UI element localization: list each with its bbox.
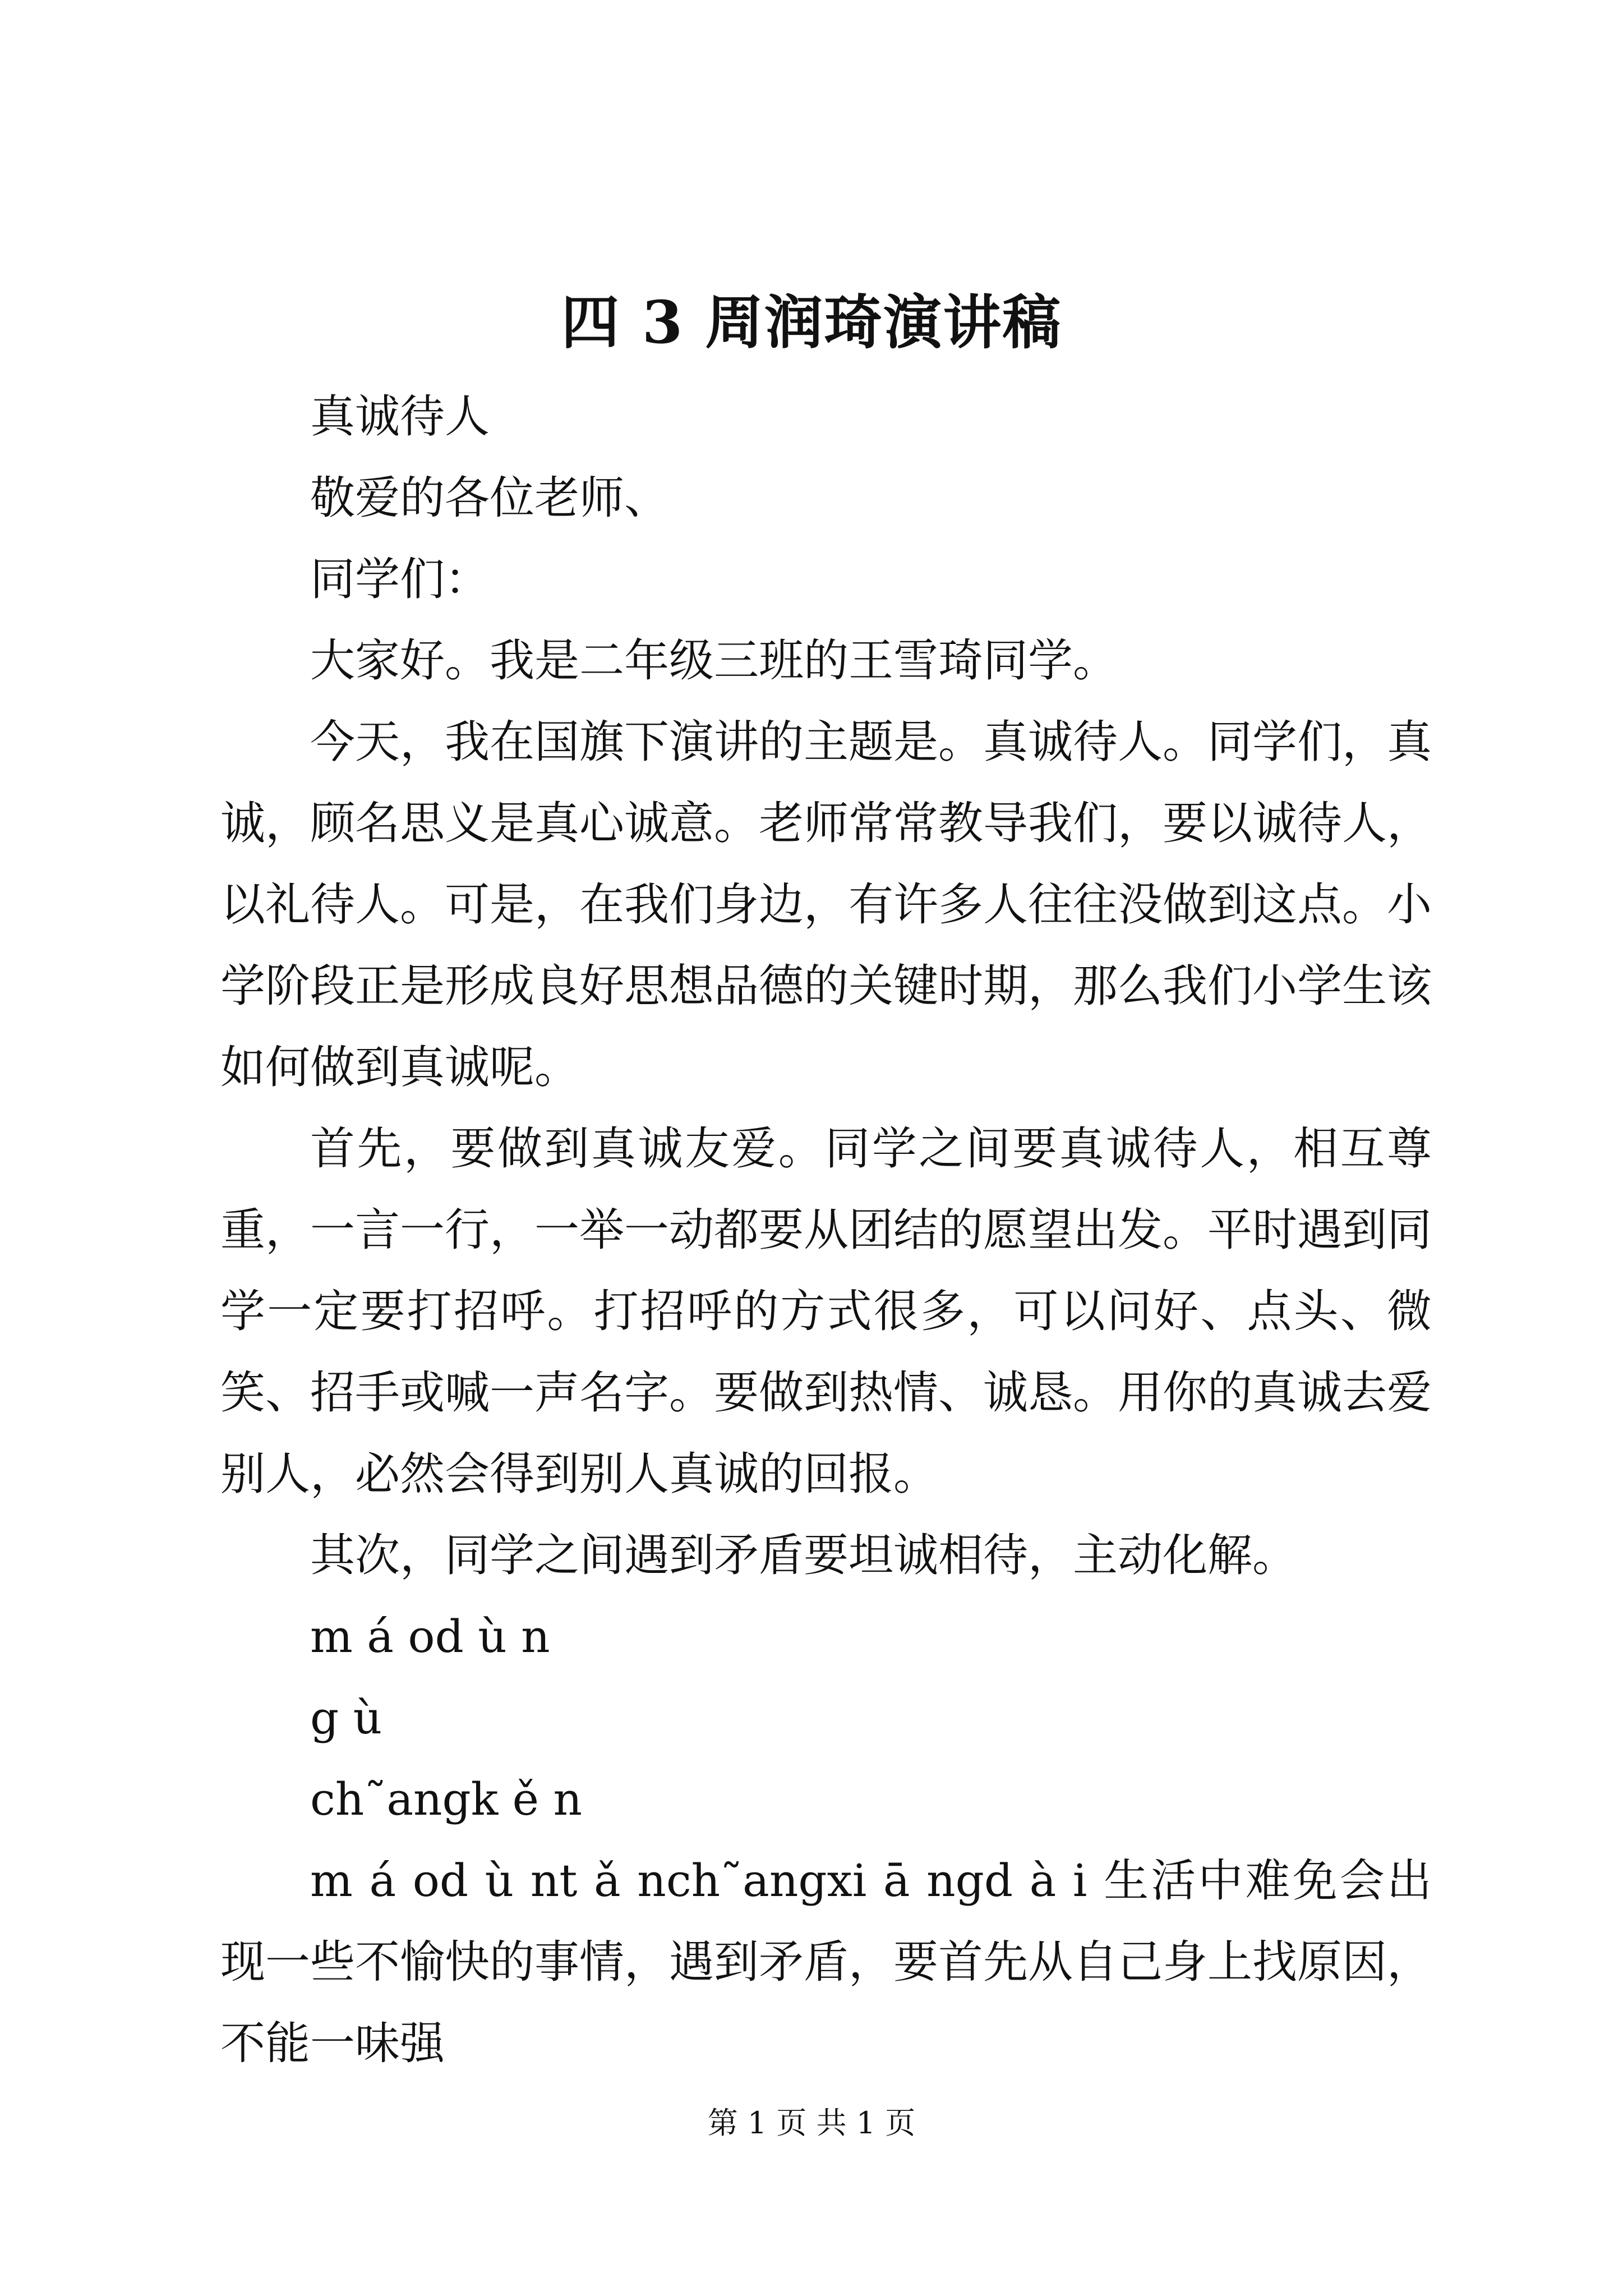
paragraph-continuation: m á od ù nt ǎ nch˜angxi ā ngd à i 生活中难免会出现一些不愉快的事情，遇到矛盾，要首先从自己身上找原因，不能一味强: [220, 1855, 1432, 2069]
paragraph-heading: 真诚待人: [310, 390, 490, 443]
paragraph-salutation-1: 敬爱的各位老师、: [310, 472, 669, 524]
paragraph-pinyin-1: m á od ù n: [310, 1611, 550, 1663]
page-footer: 第 1 页 共 1 页: [707, 2105, 916, 2141]
paragraph-second-point: 其次，同学之间遇到矛盾要坦诚相待，主动化解。: [310, 1529, 1297, 1581]
paragraph-pinyin-2: g ù: [310, 1692, 382, 1744]
paragraph-greeting: 大家好。我是二年级三班的王雪琦同学。: [310, 634, 1118, 687]
paragraph-pinyin-3: ch˜angk ě n: [310, 1773, 582, 1825]
paragraph-salutation-2: 同学们：: [310, 553, 490, 605]
document-title: 四 3 周润琦演讲稿: [561, 288, 1062, 357]
paragraph-topic: 今天，我在国旗下演讲的主题是。真诚待人。同学们，真诚，顾名思义是真心诚意。老师常常教导我们，要以诚待人，以礼待人。可是，在我们身边，有许多人往往没做到这点。小学阶段正是形成良好思想品德的关键时期，那么我们小学生该如何做到真诚呢。: [220, 716, 1432, 1093]
document-body: [220, 376, 1432, 2084]
paragraph-first-point: 首先，要做到真诚友爱。同学之间要真诚待人，相互尊重，一言一行，一举一动都要从团结的愿望出发。平时遇到同学一定要打招呼。打招呼的方式很多，可以问好、点头、微笑、招手或喊一声名字。要做到热情、诚恳。用你的真诚去爱别人，必然会得到别人真诚的回报。: [220, 1122, 1432, 1500]
